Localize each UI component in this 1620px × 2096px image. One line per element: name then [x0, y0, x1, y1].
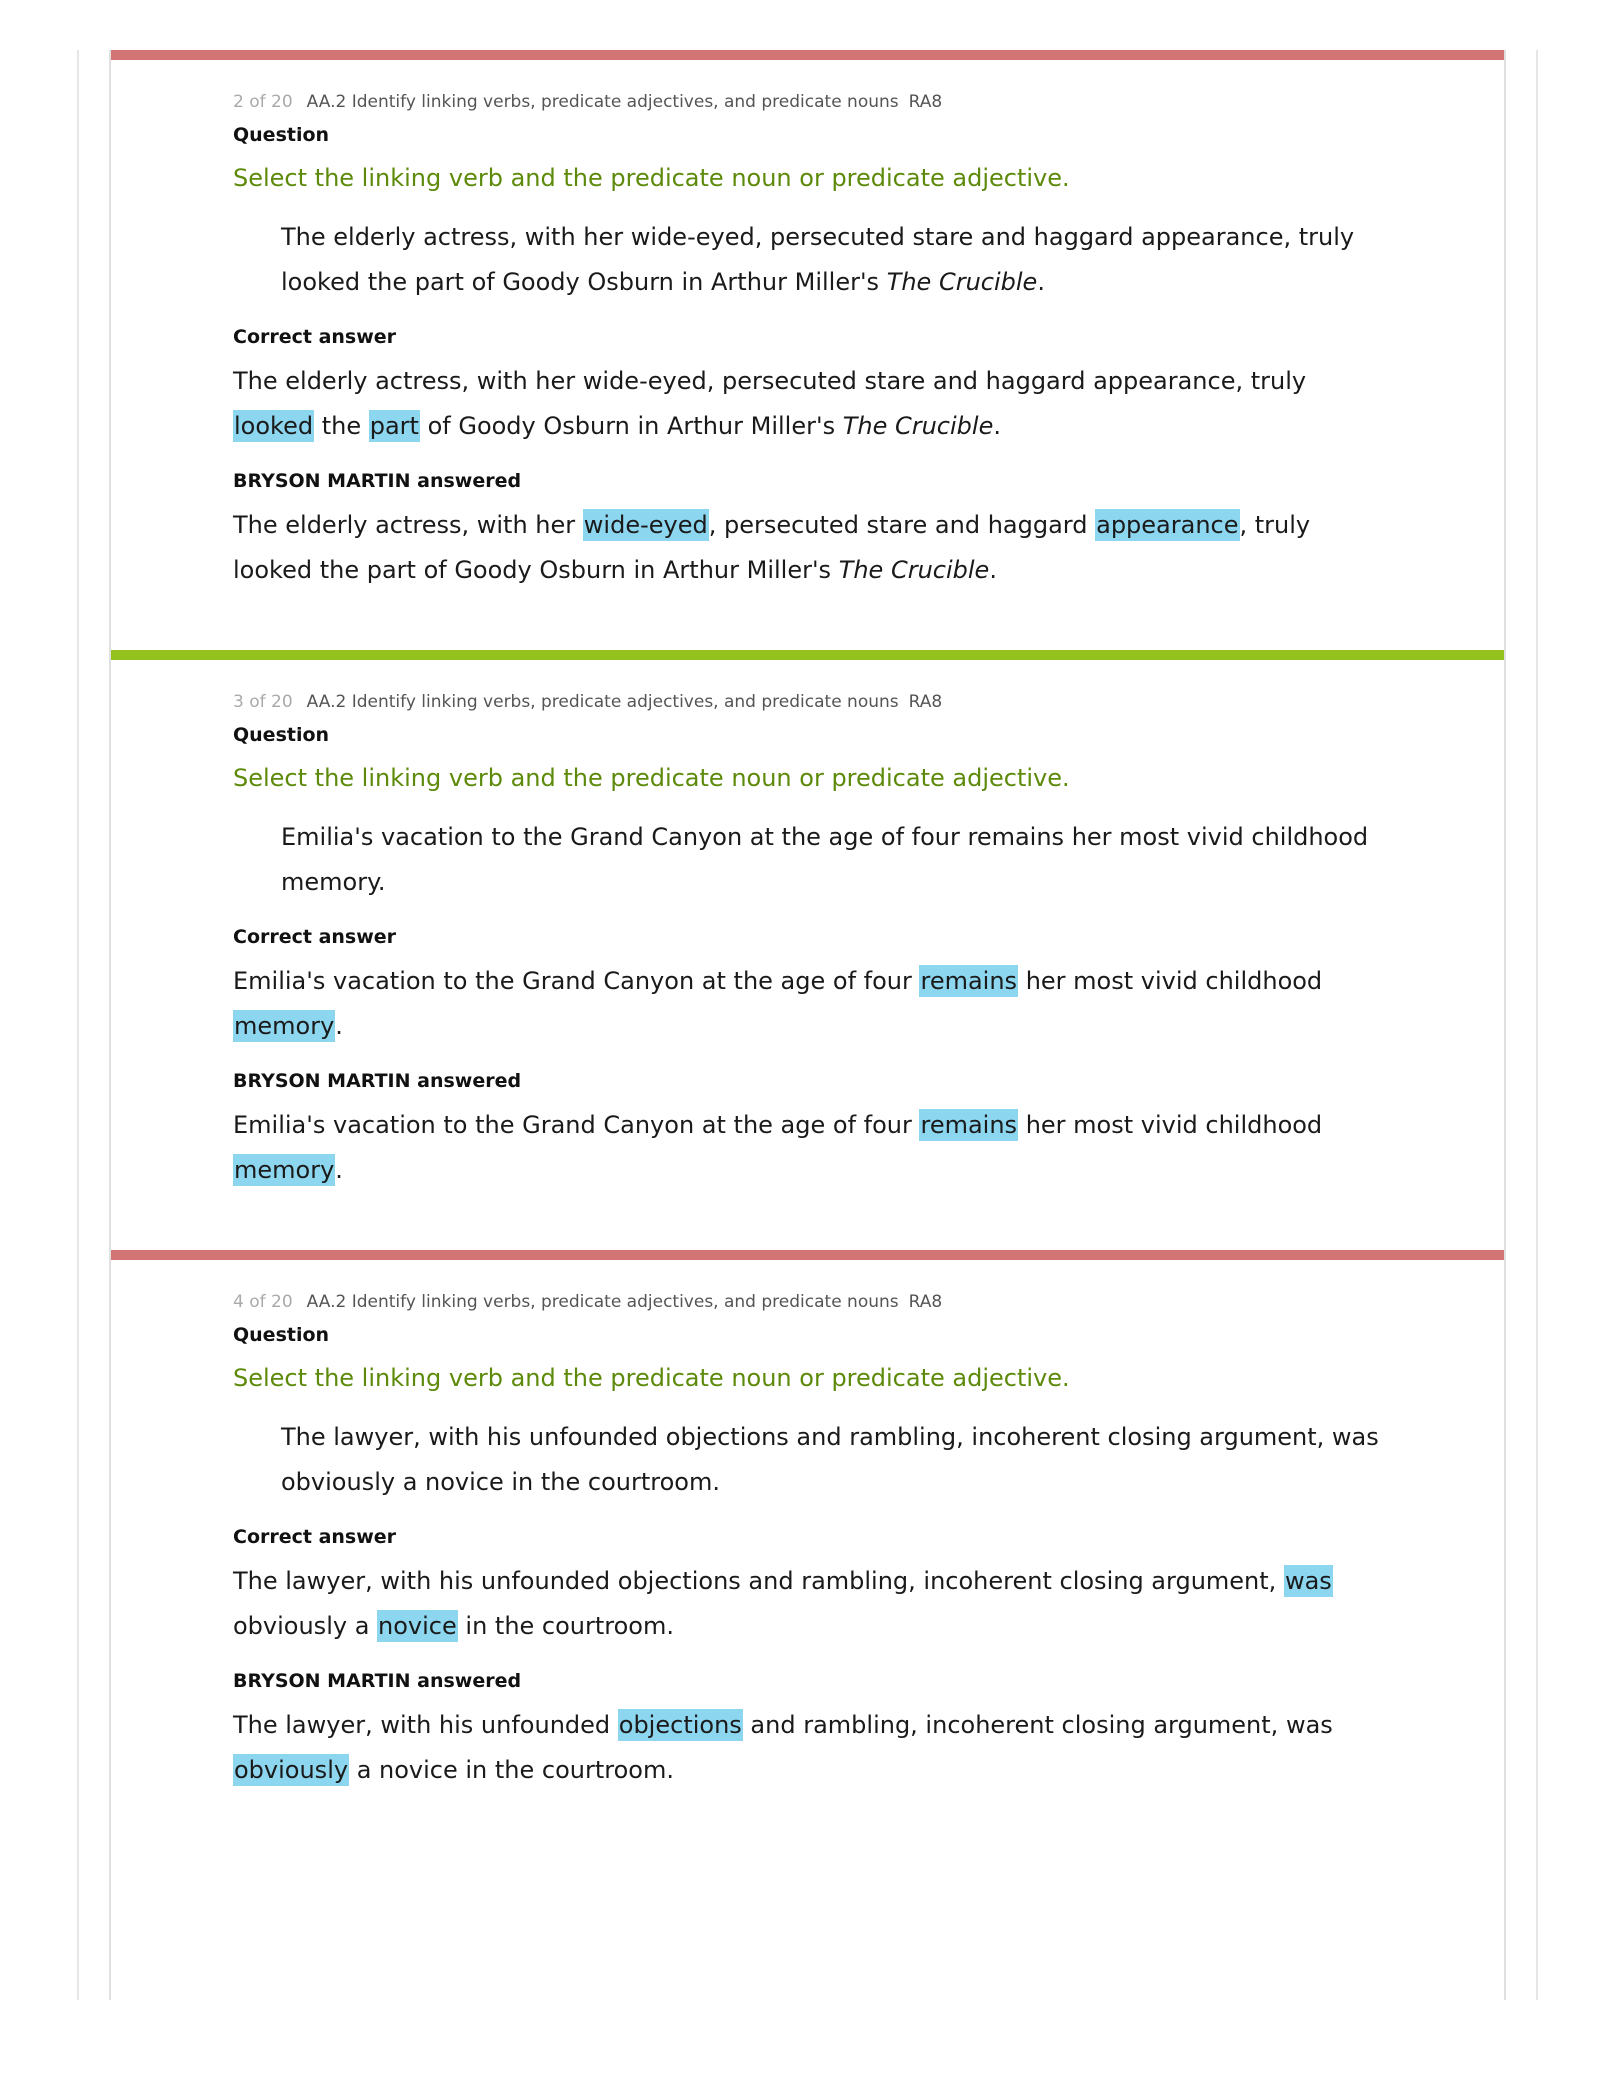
question-passage: The lawyer, with his unfounded objections and rambling, incoherent closing argument, was obviously a novice in the courtroom. [281, 1423, 1379, 1496]
question-prompt: Select the linking verb and the predicate noun or predicate adjective. [233, 1364, 1070, 1392]
skill-name: AA.2 Identify linking verbs, predicate adjectives, and predicate nouns [306, 1292, 899, 1312]
highlighted-word: appearance [1096, 511, 1239, 539]
results-page [109, 50, 1506, 2000]
highlighted-word: part [369, 412, 419, 440]
question-passage: Emilia's vacation to the Grand Canyon at the age of four remains her most vivid childhood memory. [281, 823, 1369, 896]
question-label: Question [233, 124, 330, 146]
page-edge-right [1536, 50, 1538, 2000]
correct-answer-label: Correct answer [233, 1526, 397, 1548]
question-counter: 2 of 20 [233, 92, 293, 112]
skill-code: RA8 [908, 692, 943, 712]
result-bar-incorrect [111, 50, 1504, 60]
page-edge-left [77, 50, 79, 2000]
highlighted-word: obviously [234, 1756, 349, 1784]
highlighted-word: remains [920, 1111, 1018, 1139]
question-meta [233, 1290, 1504, 1314]
highlighted-word: wide-eyed [583, 511, 708, 539]
question-label: Question [233, 1324, 330, 1346]
question-counter: 3 of 20 [233, 692, 293, 712]
highlighted-word: novice [378, 1612, 457, 1640]
skill-name: AA.2 Identify linking verbs, predicate adjectives, and predicate nouns [306, 92, 899, 112]
result-bar-incorrect [111, 1250, 1504, 1260]
student-answer-label: BRYSON MARTIN answered [233, 470, 522, 492]
result-bar-correct [111, 650, 1504, 660]
question-label: Question [233, 724, 330, 746]
student-answer-label: BRYSON MARTIN answered [233, 1070, 522, 1092]
question-prompt: Select the linking verb and the predicate noun or predicate adjective. [233, 764, 1070, 792]
question-card-2 [111, 50, 1504, 650]
question-card-4 [111, 1250, 1504, 1850]
skill-name: AA.2 Identify linking verbs, predicate adjectives, and predicate nouns [306, 692, 899, 712]
skill-code: RA8 [908, 1292, 943, 1312]
correct-answer: The lawyer, with his unfounded objections and rambling, incoherent closing argument, was obviously a novice in the courtroom. [233, 1567, 1332, 1640]
question-card-3 [111, 650, 1504, 1250]
correct-answer-label: Correct answer [233, 326, 397, 348]
question-prompt: Select the linking verb and the predicate noun or predicate adjective. [233, 164, 1070, 192]
student-answer: The elderly actress, with her wide-eyed, persecuted stare and haggard appearance, truly looked the part of Goody Osburn in Arthur Miller's The Crucible. [233, 511, 1311, 584]
correct-answer: Emilia's vacation to the Grand Canyon at the age of four remains her most vivid childhood memory. [233, 967, 1323, 1040]
highlighted-word: looked [234, 412, 314, 440]
student-answer: Emilia's vacation to the Grand Canyon at the age of four remains her most vivid childhood memory. [233, 1111, 1323, 1184]
question-passage: The elderly actress, with her wide-eyed, persecuted stare and haggard appearance, truly looked the part of Goody Osburn in Arthur Miller's The Crucible. [281, 223, 1355, 296]
student-answer-label: BRYSON MARTIN answered [233, 1670, 522, 1692]
question-counter: 4 of 20 [233, 1292, 293, 1312]
highlighted-word: memory [234, 1012, 335, 1040]
highlighted-word: memory [234, 1156, 335, 1184]
highlighted-word: remains [920, 967, 1018, 995]
skill-code: RA8 [908, 92, 943, 112]
question-meta [233, 90, 1504, 114]
student-answer: The lawyer, with his unfounded objections and rambling, incoherent closing argument, was obviously a novice in the courtroom. [233, 1711, 1333, 1784]
highlighted-word: was [1284, 1567, 1332, 1595]
correct-answer: The elderly actress, with her wide-eyed, persecuted stare and haggard appearance, truly looked the part of Goody Osburn in Arthur Miller's The Crucible. [233, 367, 1307, 440]
correct-answer-label: Correct answer [233, 926, 397, 948]
question-meta [233, 690, 1504, 714]
highlighted-word: objections [618, 1711, 742, 1739]
